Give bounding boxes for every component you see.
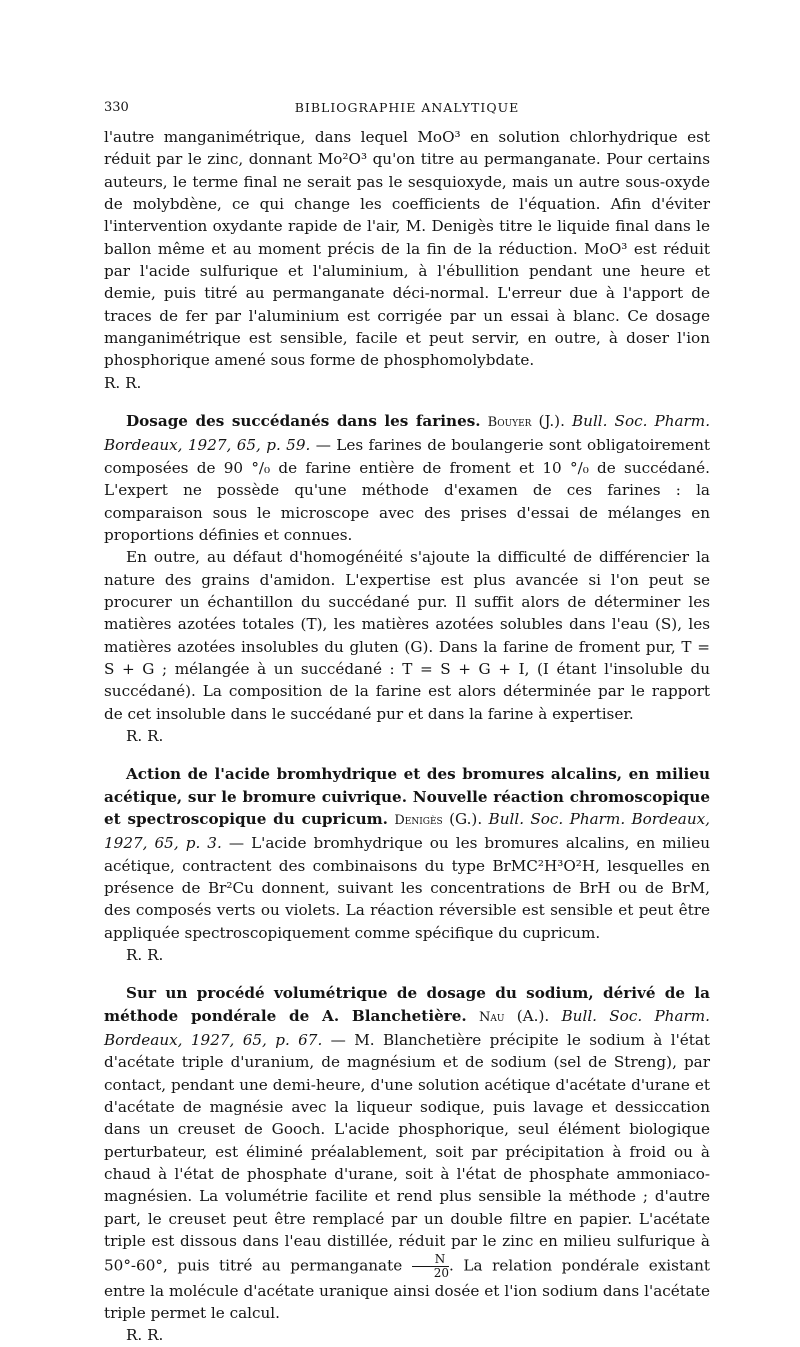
intro-signature: R. R. bbox=[104, 373, 142, 392]
intro-paragraph bbox=[104, 126, 710, 394]
article1-paragraph-2 bbox=[104, 546, 710, 747]
page bbox=[104, 100, 710, 1347]
article2-body: — L'acide bromhydrique ou les bromures alcalins, en milieu acétique, contractent des combinaisons du type BrMC²H³O²H, lesquelles en présence de Br²Cu donnent, suivant les concentrations de BrH ou de BrM, des composés verts ou violets. La réaction réversible est sensible et peut être appliquée spectroscopiquement comme spécifique du cupricum. bbox=[104, 834, 711, 942]
article1-para1: — Les farines de boulangerie sont obligatoirement composées de 90 °/₀ de farine entière de froment et 10 °/₀ de succédané. L'expert ne possède qu'une méthode d'examen de ces farines : la comparaison sous le microscope avec des prises d'essai de mélanges en proportions définies et connues. bbox=[104, 436, 710, 544]
article1-paragraph bbox=[104, 410, 710, 546]
article1-title: Dosage des succédanés dans les farines. bbox=[126, 412, 481, 431]
article2-signature: R. R. bbox=[126, 946, 164, 965]
article3-author: Nau bbox=[479, 1009, 505, 1025]
page-number: 330 bbox=[104, 100, 129, 115]
article3-signature: R. R. bbox=[126, 1326, 164, 1345]
article1-signature: R. R. bbox=[126, 726, 164, 745]
article2-author: Denigès bbox=[394, 812, 443, 828]
article3-author-initial: (A.). bbox=[516, 1006, 550, 1025]
article1-author: Bouyer bbox=[487, 415, 532, 431]
fraction-numerator: N bbox=[412, 1253, 449, 1267]
article1-citation: Bull. Soc. Pharm. Bordeaux, 1927, 65, p. 59. bbox=[104, 412, 711, 455]
article3-body-a: — M. Blanchetière précipite le sodium à l'état d'acétate triple d'uranium, de magnésium et de sodium (sel de Streng), par contact, pendant une demi-heure, d'une solution acétique d'acétate d'urane et d'acétate de magnésie avec la liqueur sodique, puis lavage et dessiccation dans un creuset de Gooch. L'acide phosphorique, seul élément biologique perturbateur, est éliminé préalablement, soit par précipitation à froid ou à chaud à l'état de phosphate d'urane, soit à l'état de phosphate ammoniaco-magnésien. La volumétrie facilite et rend plus sensible la méthode ; d'autre part, le creuset peut être remplacé par un double filtre en papier. L'acétate triple est dissous dans l'eau distillée, réduit par le zinc en milieu sulfurique à 50°-60°, puis titré au permanganate bbox=[104, 1031, 710, 1274]
running-head: BIBLIOGRAPHIE ANALYTIQUE bbox=[294, 100, 520, 115]
article2-citation: Bull. Soc. Pharm. Bordeaux, 1927, 65, p. 3. bbox=[104, 809, 711, 853]
article2-paragraph bbox=[104, 763, 710, 966]
article2-title: Action de l'acide bromhydrique et des bromures alcalins, en milieu acétique, sur le bromure cuivrique. Nouvelle réaction chromoscopique et spectroscopique du cupricum. bbox=[104, 765, 710, 828]
article3-citation: Bull. Soc. Pharm. Bordeaux, 1927, 65, p. 67. bbox=[104, 1006, 710, 1050]
article3-title: Sur un procédé volumétrique de dosage du sodium, dérivé de la méthode pondérale de A. Blanchetière. bbox=[104, 984, 710, 1025]
article3-body-b: . La relation pondérale existant entre la molécule d'acétate uranique ainsi dosée et l'ion sodium dans l'acétate triple permet le calcul. bbox=[104, 1256, 710, 1322]
article2-author-initial: (G.). bbox=[449, 809, 483, 828]
page-header bbox=[104, 100, 710, 126]
article1-author-initial: (J.). bbox=[538, 412, 565, 431]
fraction-denominator: 20 bbox=[433, 1265, 450, 1280]
article1-para2: En outre, au défaut d'homogénéité s'ajoute la difficulté de différencier la nature des grains d'amidon. L'expertise est plus avancée si l'on peut se procurer un échantillon du succédané pur. Il suffit alors de déterminer les matières azotées totales (T), les matières azotées solubles dans l'eau (S), les matières azotées insolubles du gluten (G). Dans la farine de froment pur, T = S + G ; mélangée à un succédané : T = S + G + I, (I étant l'insoluble du succédané). La composition de la farine est alors déterminée par le rapport de cet insoluble dans le succédané pur et dans la farine à expertiser. bbox=[104, 548, 710, 723]
article3-paragraph bbox=[104, 982, 710, 1346]
intro-text: l'autre manganimétrique, dans lequel MoO³ en solution chlorhydrique est réduit par le zinc, donnant Mo²O³ qu'on titre au permanganate. Pour certains auteurs, le terme final ne serait pas le sesquioxyde, mais un autre sous-oxyde de molybdène, ce qui change les coefficients de l'équation. Afin d'éviter l'intervention oxydante rapide de l'air, M. Denigès titre le liquide final dans le ballon même et au moment précis de la fin de la réduction. MoO³ est réduit par l'acide sulfurique et l'aluminium, à l'ébullition pendant une heure et demie, puis titré au permanganate déci-normal. L'erreur due à l'apport de traces de fer par l'aluminium est corrigée par un essai à blanc. Ce dosage manganimétrique est sensible, facile et peut servir, en outre, à doser l'ion phosphorique amené sous forme de phosphomolybdate. bbox=[104, 128, 710, 370]
fraction-n-over-20 bbox=[412, 1253, 449, 1280]
